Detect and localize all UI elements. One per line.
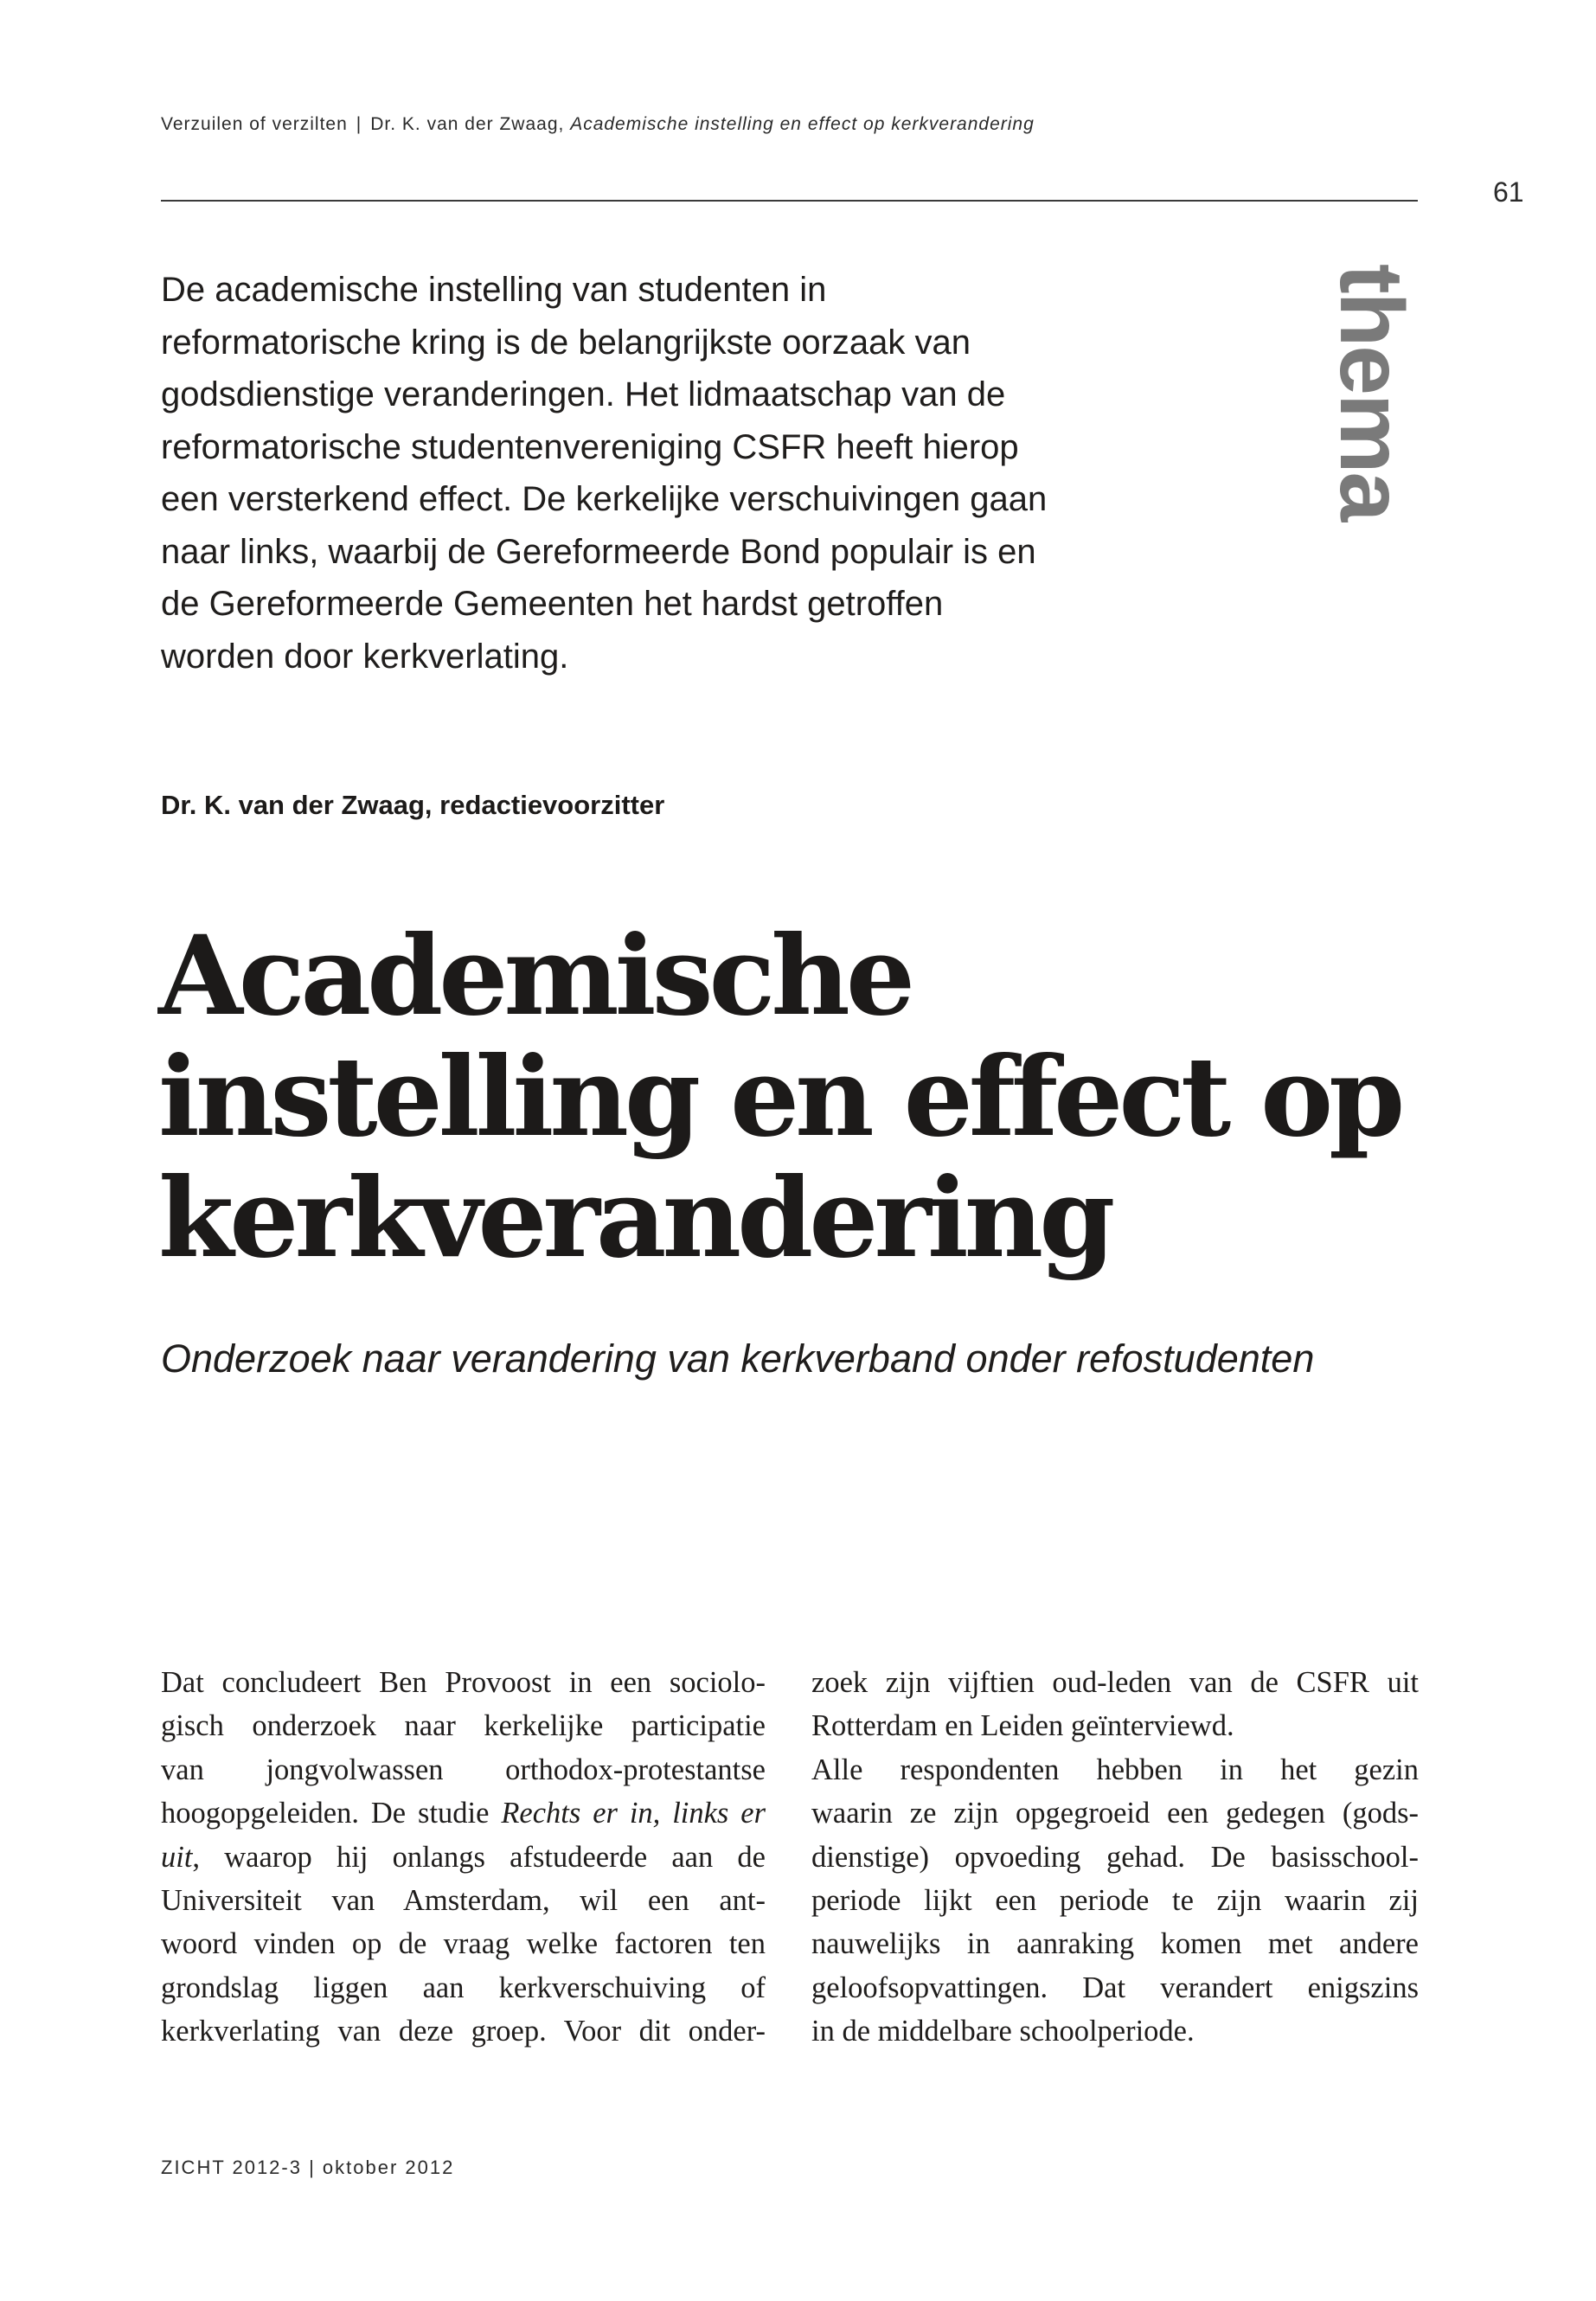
article-title [158,912,1456,1282]
body-line: zoek zijn vijftien oud-leden van de CSFR uit [811,1666,1419,1699]
running-head-separator: | [356,114,362,134]
body-line: van jongvolwassen orthodox-protestantse [161,1753,766,1786]
body-text: , waarop hij onlangs afstudeerde aan de [192,1840,766,1874]
body-line: Rotterdam en Leiden geïnterviewd. [811,1709,1234,1743]
page-footer: ZICHT 2012-3 | oktober 2012 [161,2157,455,2178]
body-line: periode lijkt een periode te zijn waarin zij [811,1883,1419,1917]
body-line: in de middelbare schoolperiode. [811,2015,1195,2048]
article-subtitle: Onderzoek naar verandering van kerkverband onder refostudenten [161,1336,1315,1381]
running-head-section: Verzuilen of verzilten [161,114,348,134]
body-line: kerkverlating van deze groep. Voor dit onder- [161,2015,766,2048]
study-title-italic: Rechts er in, links er [501,1797,766,1830]
running-head [161,114,1035,135]
study-title-italic-end: uit [161,1840,193,1874]
running-head-article-title: Academische instelling en effect op kerkverandering [570,114,1035,134]
body-line: waarin ze zijn opgegroeid een gedegen (gods- [811,1797,1419,1830]
body-line [161,1836,766,1879]
header-rule [161,200,1418,202]
title-line: kerkverandering [158,1154,1112,1282]
title-line: instelling en effect op [158,1033,1401,1161]
intro-line: de Gereformeerde Gemeenten het hardst getroffen [161,585,944,623]
title-line: Academische [158,912,912,1040]
running-head-author: Dr. K. van der Zwaag, [370,114,565,134]
body-line: geloofsopvattingen. Dat verandert enigszins [811,1971,1419,2004]
intro-line: een versterkend effect. De kerkelijke verschuivingen gaan [161,480,1048,518]
intro-line: godsdienstige veranderingen. Het lidmaatschap van de [161,375,1006,413]
intro-line: reformatorische kring is de belangrijkste oorzaak van [161,323,971,362]
body-column-right [811,1661,1419,2054]
body-line: Universiteit van Amsterdam, wil een ant- [161,1883,766,1917]
intro-line: worden door kerkverlating. [161,637,569,676]
intro-line: naar links, waarbij de Gereformeerde Bond populair is en [161,532,1036,571]
body-line: Dat concludeert Ben Provoost in een sociolo- [161,1666,766,1699]
page-number: 61 [1493,176,1524,208]
body-line: grondslag liggen aan kerkverschuiving of [161,1971,766,2004]
intro-line: De academische instelling van studenten in [161,271,827,309]
body-line: gisch onderzoek naar kerkelijke participatie [161,1709,766,1743]
intro-paragraph [161,264,1147,683]
intro-line: reformatorische studentenvereniging CSFR heeft hierop [161,427,1019,466]
body-line: woord vinden op de vraag welke factoren ten [161,1927,766,1961]
section-label: thema [1321,264,1421,521]
body-column-left [161,1661,766,2054]
byline: Dr. K. van der Zwaag, redactievoorzitter [161,790,665,820]
body-line: dienstige) opvoeding gehad. De basisschool- [811,1840,1419,1874]
body-line: nauwelijks in aanraking komen met andere [811,1927,1419,1961]
body-text: hoogopgeleiden. De studie [161,1797,502,1830]
body-line: Alle respondenten hebben in het gezin [811,1753,1419,1786]
body-line [161,1791,766,1835]
